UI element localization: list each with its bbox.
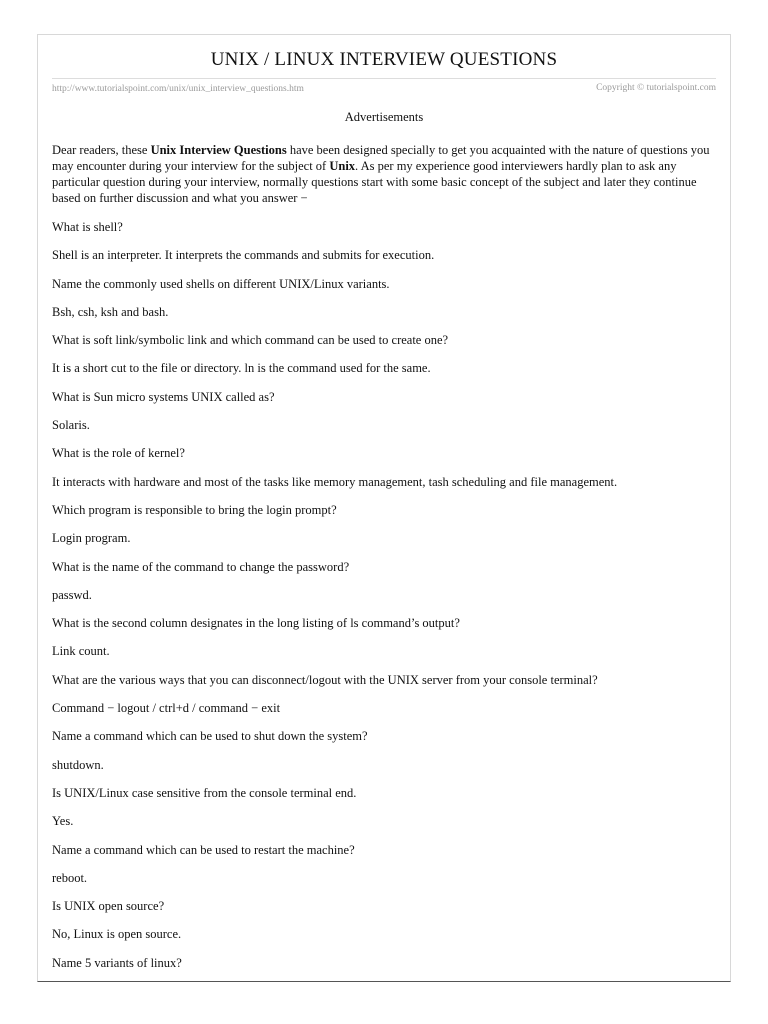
qa-list xyxy=(52,219,716,983)
question: Name the commonly used shells on different UNIX/Linux variants. xyxy=(52,276,390,291)
question: What is soft link/symbolic link and which command can be used to create one? xyxy=(52,333,449,348)
question: What is Sun micro systems UNIX called as? xyxy=(52,389,275,404)
answer: Login program. xyxy=(52,531,131,546)
answer: passwd. xyxy=(52,587,92,602)
document-page xyxy=(37,34,731,982)
intro-text: . As per my experience good interviewers hardly plan to ask any particular question during your interview, normally questions start with some basic concept of the subject and later they continue based on further discussion and what you answer − xyxy=(52,159,697,205)
question: Is UNIX open source? xyxy=(52,899,165,914)
answer: Command − logout / ctrl+d / command − exit xyxy=(52,701,281,716)
answer: Shell is an interpreter. It interprets the commands and submits for execution. xyxy=(52,248,435,263)
copyright-notice: Copyright © tutorialspoint.com xyxy=(596,83,716,93)
answer: shutdown. xyxy=(52,757,104,772)
question: Is UNIX/Linux case sensitive from the console terminal end. xyxy=(52,785,357,800)
answer: Bsh, csh, ksh and bash. xyxy=(52,304,169,319)
answer: It interacts with hardware and most of the tasks like memory management, tash scheduling and file management. xyxy=(52,474,618,489)
advertisements-label: Advertisements xyxy=(344,110,424,124)
intro-bold-unix-interview-questions: Unix Interview Questions xyxy=(150,143,287,157)
question: Name 5 variants of linux? xyxy=(52,955,182,970)
intro-paragraph xyxy=(52,142,716,206)
question: What are the various ways that you can disconnect/logout with the UNIX server from your console terminal? xyxy=(52,672,598,687)
source-url[interactable]: http://www.tutorialspoint.com/unix/unix_interview_questions.htm xyxy=(52,84,304,94)
question: What is shell? xyxy=(52,220,123,234)
question: What is the role of kernel? xyxy=(52,446,185,461)
page-title: UNIX / LINUX INTERVIEW QUESTIONS xyxy=(210,49,558,70)
answer: No, Linux is open source. xyxy=(52,927,182,942)
question: Name a command which can be used to restart the machine? xyxy=(52,842,355,857)
answer: Link count. xyxy=(52,644,110,659)
answer: Solaris. xyxy=(52,418,90,433)
header-divider xyxy=(52,78,716,79)
intro-bold-unix: Unix xyxy=(329,159,356,173)
answer: reboot. xyxy=(52,870,88,885)
question: Which program is responsible to bring the login prompt? xyxy=(52,502,337,517)
answer: It is a short cut to the file or directory. ln is the command used for the same. xyxy=(52,361,431,376)
intro-text: Dear readers, these xyxy=(52,143,151,157)
question: Name a command which can be used to shut down the system? xyxy=(52,729,368,744)
intro-text: have been designed specially to get you acquainted with the nature of questions you may encounter during your interview for the subject of xyxy=(52,143,710,173)
question: What is the second column designates in the long listing of ls command’s output? xyxy=(52,616,460,631)
question: What is the name of the command to change the password? xyxy=(52,559,350,574)
answer: Yes. xyxy=(52,814,74,829)
